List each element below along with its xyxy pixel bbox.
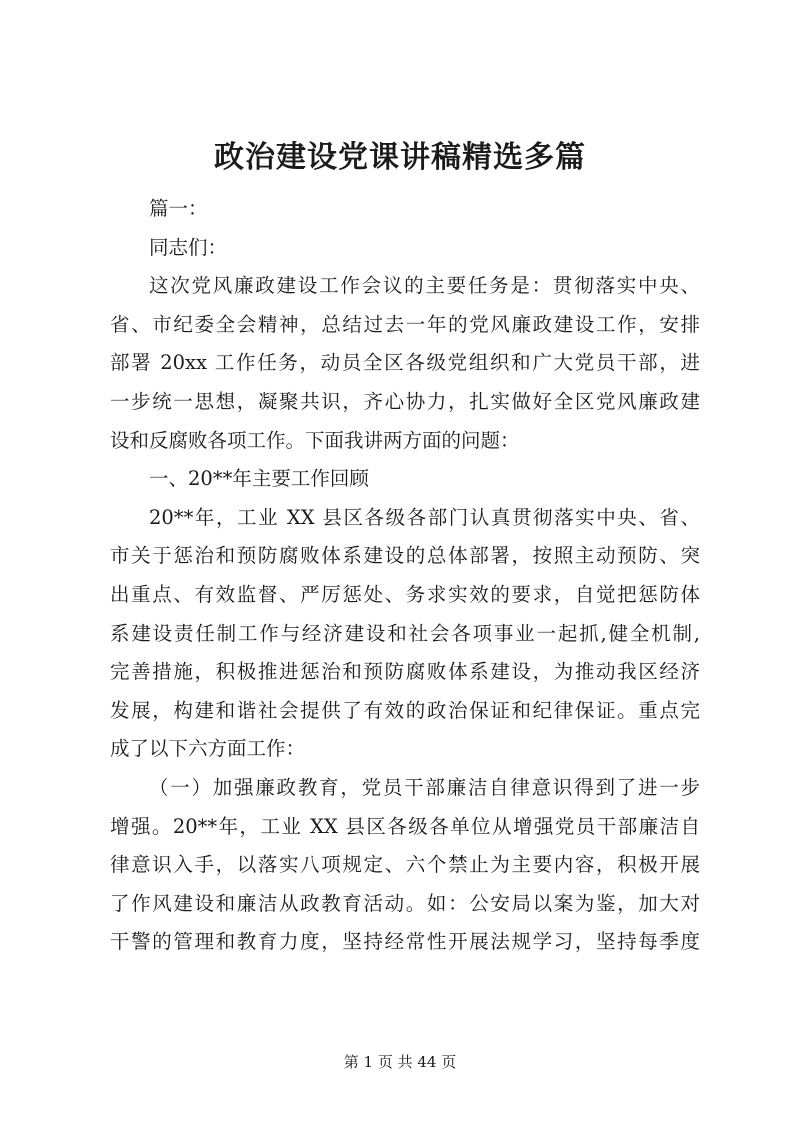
document-body (110, 190, 700, 962)
page-footer: 第 1 页 共 44 页 (343, 1053, 457, 1071)
text-line: 同志们： (149, 235, 228, 259)
text-line: 20**年，工业 XX 县区各级各部门认真贯彻落实中央、省、 (149, 505, 700, 529)
text-line: 市关于惩治和预防腐败体系建设的总体部署，按照主动预防、突 (110, 544, 700, 568)
text-line: 增强。20**年，工业 XX 县区各级各单位从增强党员干部廉洁自 (110, 814, 700, 838)
text-line: 部署 20xx 工作任务，动员全区各级党组织和广大党员干部，进 (110, 351, 700, 375)
text-line: 设和反腐败各项工作。下面我讲两方面的问题： (110, 428, 520, 452)
document-title: 政治建设党课讲稿精选多篇 (214, 140, 586, 175)
text-line: 这次党风廉政建设工作会议的主要任务是：贯彻落实中央、 (149, 274, 700, 298)
text-line: 完善措施，积极推进惩治和预防腐败体系建设，为推动我区经济 (110, 660, 700, 684)
text-line: 一步统一思想，凝聚共识，齐心协力，扎实做好全区党风廉政建 (110, 389, 700, 413)
text-line: 成了以下六方面工作： (110, 737, 306, 761)
text-line: 出重点、有效监督、严厉惩处、务求实效的要求，自觉把惩防体 (110, 582, 700, 606)
text-line: 篇一： (149, 197, 208, 220)
text-line: 干警的管理和教育力度，坚持经常性开展法规学习，坚持每季度 (110, 930, 700, 954)
text-line: （一）加强廉政教育，党员干部廉洁自律意识得到了进一步 (149, 775, 700, 799)
text-line: 发展，构建和谐社会提供了有效的政治保证和纪律保证。重点完 (110, 698, 700, 722)
text-line: 律意识入手，以落实八项规定、六个禁止为主要内容，积极开展 (110, 853, 700, 877)
text-line: 省、市纪委全会精神，总结过去一年的党风廉政建设工作，安排 (110, 312, 700, 336)
text-line: 了作风建设和廉洁从政教育活动。如：公安局以案为鉴，加大对 (110, 891, 700, 915)
text-line: 系建设责任制工作与经济建设和社会各项事业一起抓,健全机制, (110, 621, 700, 645)
text-line: 一、20**年主要工作回顾 (149, 467, 369, 491)
